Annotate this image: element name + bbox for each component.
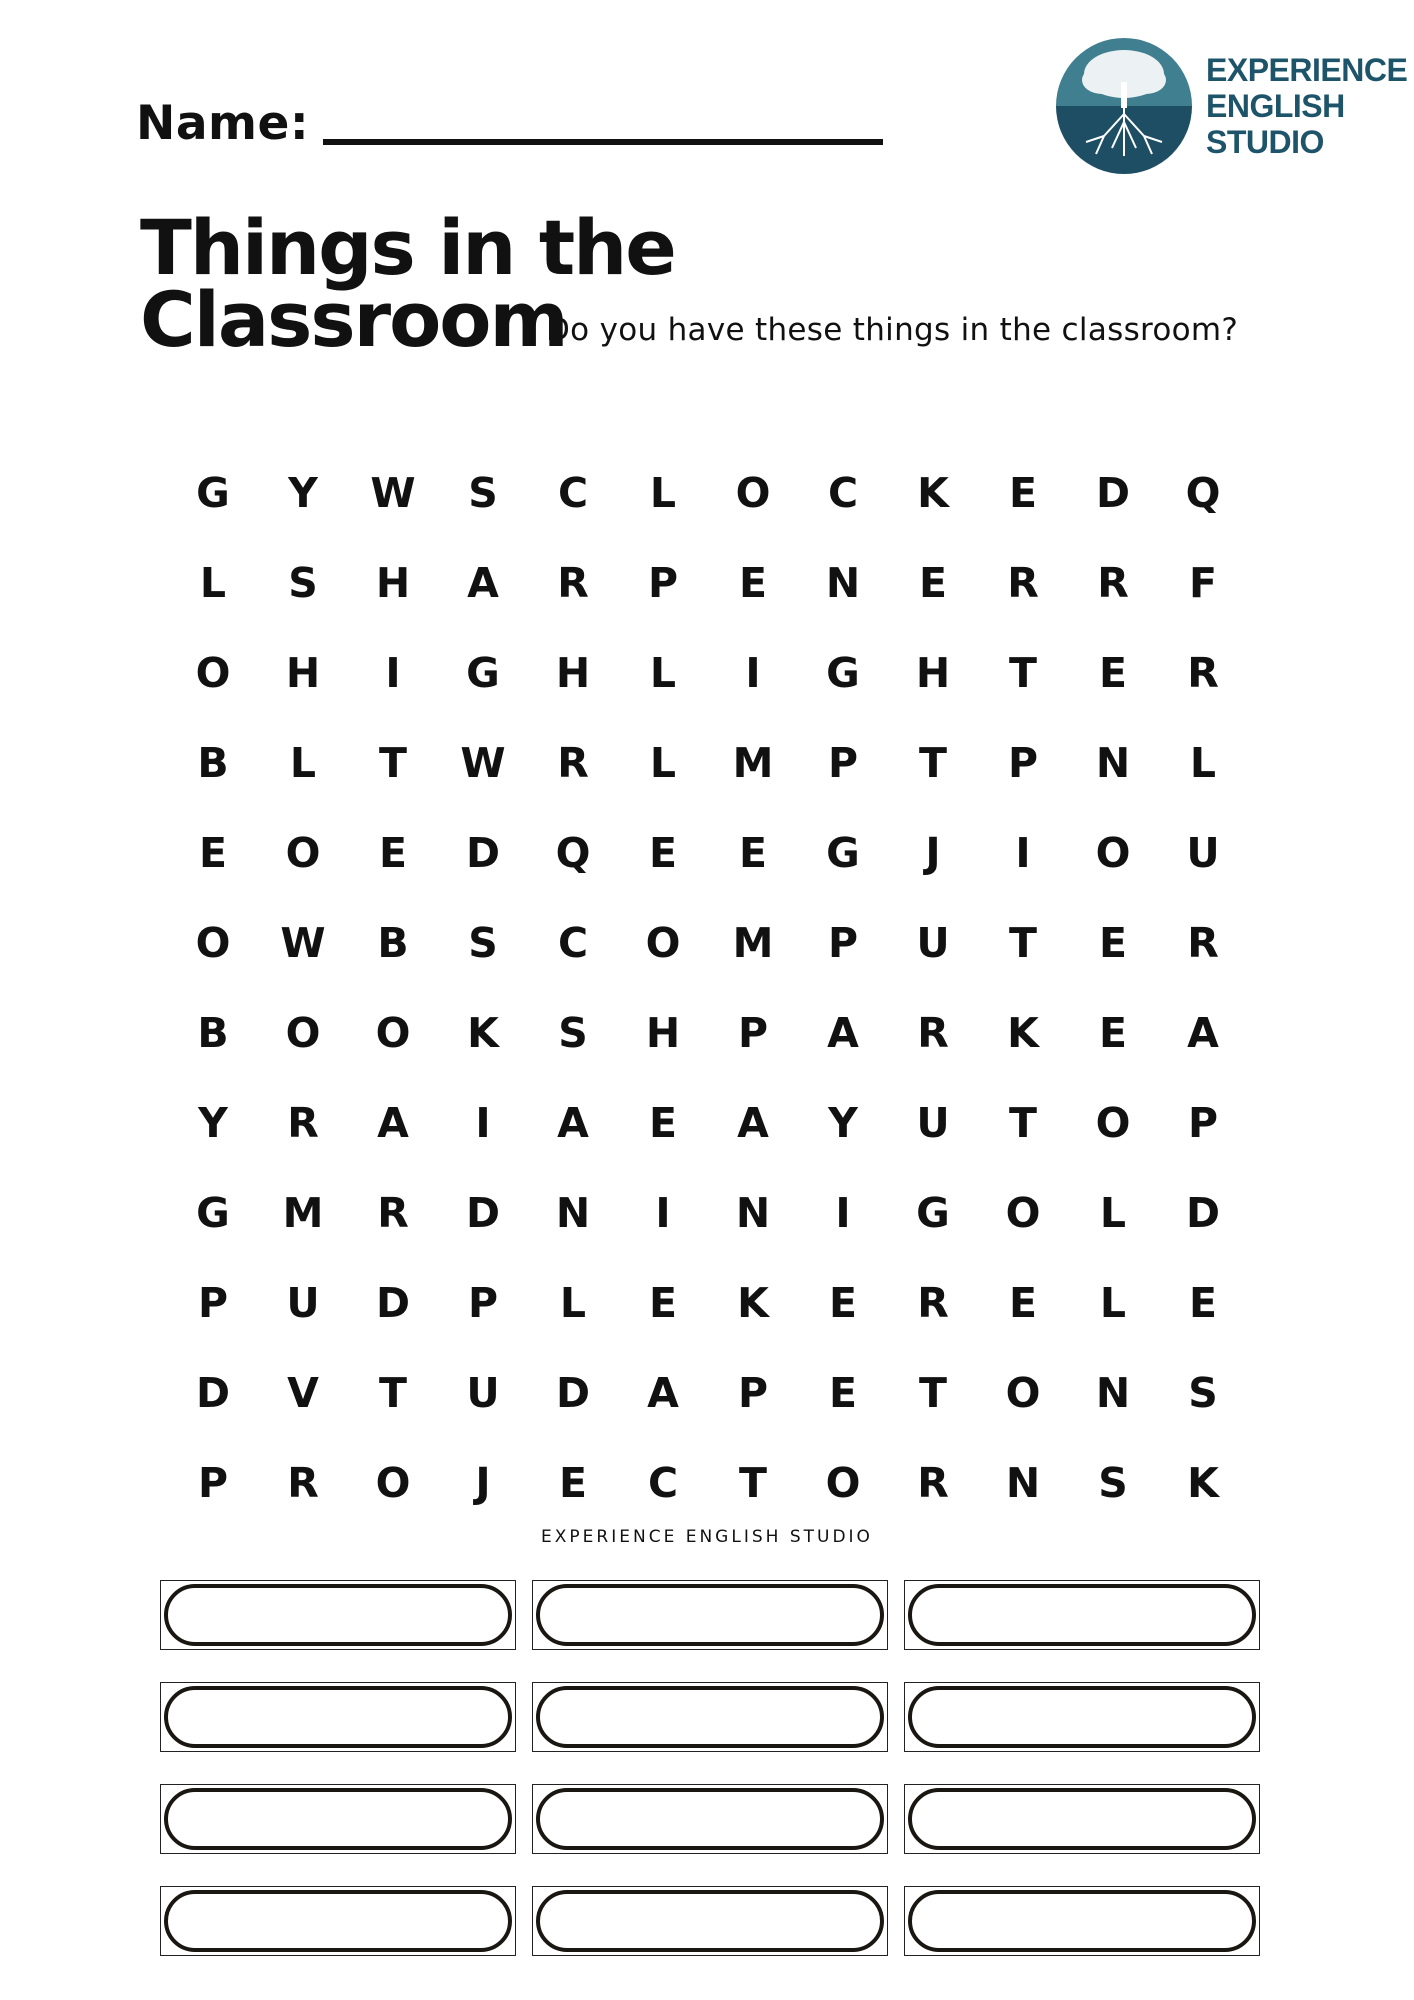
grid-letter[interactable]: G [826, 649, 860, 697]
grid-letter[interactable]: O [735, 469, 771, 517]
name-row [136, 96, 883, 151]
subtitle: Do you have these things in the classroom? [546, 312, 1239, 348]
grid-letter[interactable]: R [1187, 919, 1219, 967]
studio-logo [1056, 38, 1407, 174]
grid-letter[interactable]: T [1009, 649, 1037, 697]
grid-letter[interactable]: P [647, 559, 679, 607]
answer-pill-outline [164, 1584, 512, 1646]
grid-letter[interactable]: E [648, 829, 677, 877]
grid-letter[interactable]: E [1098, 649, 1127, 697]
answer-box[interactable] [160, 1682, 516, 1752]
grid-letter[interactable]: G [196, 1189, 230, 1237]
answer-pill-outline [536, 1686, 884, 1748]
grid-letter[interactable]: A [647, 1369, 679, 1417]
grid-letter[interactable]: E [738, 829, 767, 877]
grid-letter[interactable]: S [1098, 1459, 1128, 1507]
grid-letter[interactable]: E [648, 1099, 677, 1147]
grid-letter[interactable]: O [1095, 829, 1131, 877]
grid-letter[interactable]: P [1187, 1099, 1219, 1147]
grid-letter[interactable]: R [1097, 559, 1129, 607]
answer-box[interactable] [532, 1886, 888, 1956]
grid-letter[interactable]: B [197, 1009, 229, 1057]
grid-letter[interactable]: Y [198, 1099, 228, 1147]
grid-letter[interactable]: E [828, 1369, 857, 1417]
grid-letter[interactable]: R [1007, 559, 1039, 607]
answer-box[interactable] [904, 1886, 1260, 1956]
grid-letter[interactable]: S [468, 469, 498, 517]
grid-letter[interactable]: E [828, 1279, 857, 1327]
grid-letter[interactable]: C [647, 1459, 679, 1507]
grid-letter[interactable]: T [739, 1459, 767, 1507]
grid-letter[interactable]: P [467, 1279, 499, 1327]
footer-brand: EXPERIENCE ENGLISH STUDIO [541, 1527, 873, 1547]
title-line-2: Classroom [140, 275, 567, 364]
answer-box[interactable] [160, 1784, 516, 1854]
grid-letter[interactable]: K [467, 1009, 499, 1057]
grid-letter[interactable]: O [825, 1459, 861, 1507]
grid-letter[interactable]: N [735, 1189, 771, 1237]
grid-letter[interactable]: R [1187, 649, 1219, 697]
grid-letter[interactable]: N [1095, 739, 1131, 787]
grid-letter[interactable]: O [375, 1009, 411, 1057]
grid-letter[interactable]: H [555, 649, 591, 697]
grid-letter[interactable]: E [1098, 1009, 1127, 1057]
grid-letter[interactable]: P [827, 919, 859, 967]
grid-letter[interactable]: L [1099, 1189, 1127, 1237]
grid-letter[interactable]: J [475, 1459, 491, 1507]
grid-letter[interactable]: E [648, 1279, 677, 1327]
grid-letter[interactable]: B [197, 739, 229, 787]
grid-letter[interactable]: P [197, 1459, 229, 1507]
grid-letter[interactable]: I [745, 649, 761, 697]
grid-letter[interactable]: K [1007, 1009, 1039, 1057]
answer-pill-outline [164, 1686, 512, 1748]
grid-letter[interactable]: D [465, 1189, 501, 1237]
grid-letter[interactable]: Y [288, 469, 318, 517]
answer-pill-outline [908, 1890, 1256, 1952]
grid-letter[interactable]: T [379, 1369, 407, 1417]
answer-pill-outline [908, 1584, 1256, 1646]
grid-letter[interactable]: Q [555, 829, 591, 877]
grid-letter[interactable]: H [285, 649, 321, 697]
grid-letter[interactable]: E [198, 829, 227, 877]
grid-letter[interactable]: R [917, 1459, 949, 1507]
grid-letter[interactable]: O [195, 649, 231, 697]
answer-pill-outline [164, 1788, 512, 1850]
grid-letter[interactable]: R [287, 1459, 319, 1507]
logo-text [1206, 52, 1407, 160]
grid-letter[interactable]: T [379, 739, 407, 787]
grid-letter[interactable]: A [377, 1099, 409, 1147]
grid-letter[interactable]: I [385, 649, 401, 697]
grid-letter[interactable]: T [1009, 1099, 1037, 1147]
grid-letter[interactable]: T [919, 1369, 947, 1417]
grid-letter[interactable]: S [468, 919, 498, 967]
grid-letter[interactable]: I [1015, 829, 1031, 877]
grid-letter[interactable]: E [1008, 1279, 1037, 1327]
grid-letter[interactable]: R [557, 559, 589, 607]
grid-letter[interactable]: O [1005, 1369, 1041, 1417]
grid-letter[interactable]: E [738, 559, 767, 607]
grid-letter[interactable]: A [557, 1099, 589, 1147]
grid-letter[interactable]: D [1185, 1189, 1221, 1237]
grid-letter[interactable]: L [1099, 1279, 1127, 1327]
grid-letter[interactable]: N [1005, 1459, 1041, 1507]
word-search-grid [168, 448, 1248, 1528]
title-line-1: Things in the [140, 203, 675, 292]
answer-pill-outline [536, 1788, 884, 1850]
grid-letter[interactable]: L [649, 469, 677, 517]
grid-letter[interactable]: O [375, 1459, 411, 1507]
grid-letter[interactable]: L [649, 649, 677, 697]
grid-letter[interactable]: R [557, 739, 589, 787]
grid-letter[interactable]: P [197, 1279, 229, 1327]
logo-line-3: STUDIO [1206, 124, 1324, 160]
grid-letter[interactable]: H [915, 649, 951, 697]
grid-letter[interactable]: L [289, 739, 317, 787]
grid-letter[interactable]: O [1095, 1099, 1131, 1147]
grid-letter[interactable]: E [558, 1459, 587, 1507]
grid-letter[interactable]: H [375, 559, 411, 607]
grid-letter[interactable]: Y [828, 1099, 858, 1147]
grid-letter[interactable]: A [1187, 1009, 1219, 1057]
grid-letter[interactable]: L [559, 1279, 587, 1327]
answer-pill-outline [536, 1584, 884, 1646]
grid-letter[interactable]: P [737, 1009, 769, 1057]
grid-letter[interactable]: V [287, 1369, 319, 1417]
grid-letter[interactable]: C [557, 919, 589, 967]
answer-pill-outline [536, 1890, 884, 1952]
grid-letter[interactable]: N [1095, 1369, 1131, 1417]
answer-box[interactable] [904, 1784, 1260, 1854]
grid-letter[interactable]: A [737, 1099, 769, 1147]
grid-letter[interactable]: L [649, 739, 677, 787]
answer-boxes [160, 1580, 1260, 1956]
grid-letter[interactable]: O [285, 1009, 321, 1057]
answer-pill-outline [164, 1890, 512, 1952]
grid-letter[interactable]: A [467, 559, 499, 607]
grid-letter[interactable]: P [1007, 739, 1039, 787]
grid-letter[interactable]: E [1008, 469, 1037, 517]
answer-box[interactable] [904, 1580, 1260, 1650]
name-label: Name: [136, 96, 310, 151]
grid-letter[interactable]: S [1188, 1369, 1218, 1417]
name-write-line [323, 139, 883, 145]
logo-line-2: ENGLISH [1206, 88, 1345, 124]
grid-letter[interactable]: E [918, 559, 947, 607]
grid-letter[interactable]: I [655, 1189, 671, 1237]
grid-letter[interactable]: O [1005, 1189, 1041, 1237]
answer-box[interactable] [160, 1886, 516, 1956]
grid-letter[interactable]: W [370, 469, 416, 517]
grid-letter[interactable]: U [916, 1099, 950, 1147]
grid-letter[interactable]: U [286, 1279, 320, 1327]
grid-letter[interactable]: W [460, 739, 506, 787]
grid-letter[interactable]: I [835, 1189, 851, 1237]
grid-letter[interactable]: Q [1185, 469, 1221, 517]
grid-letter[interactable]: N [825, 559, 861, 607]
grid-letter[interactable]: T [1009, 919, 1037, 967]
grid-letter[interactable]: B [377, 919, 409, 967]
grid-letter[interactable]: S [558, 1009, 588, 1057]
grid-letter[interactable]: D [195, 1369, 231, 1417]
grid-letter[interactable]: E [1098, 919, 1127, 967]
grid-letter[interactable]: I [475, 1099, 491, 1147]
grid-letter[interactable]: D [1095, 469, 1131, 517]
grid-letter[interactable]: O [285, 829, 321, 877]
grid-letter[interactable]: G [466, 649, 500, 697]
answer-pill-outline [908, 1686, 1256, 1748]
grid-letter[interactable]: P [827, 739, 859, 787]
answer-pill-outline [908, 1788, 1256, 1850]
grid-letter[interactable]: D [375, 1279, 411, 1327]
grid-letter[interactable]: H [645, 1009, 681, 1057]
answer-box[interactable] [904, 1682, 1260, 1752]
grid-letter[interactable]: P [737, 1369, 769, 1417]
grid-letter[interactable]: U [916, 919, 950, 967]
grid-letter[interactable]: J [925, 829, 941, 877]
grid-letter[interactable]: R [377, 1189, 409, 1237]
grid-letter[interactable]: E [1188, 1279, 1217, 1327]
grid-letter[interactable]: W [280, 919, 326, 967]
grid-letter[interactable]: O [195, 919, 231, 967]
grid-letter[interactable]: G [916, 1189, 950, 1237]
grid-letter[interactable]: D [465, 829, 501, 877]
grid-letter[interactable]: M [732, 739, 774, 787]
grid-letter[interactable]: T [919, 739, 947, 787]
grid-letter[interactable]: U [1186, 829, 1220, 877]
grid-letter[interactable]: G [196, 469, 230, 517]
answer-box[interactable] [532, 1682, 888, 1752]
grid-letter[interactable]: L [1189, 739, 1217, 787]
grid-letter[interactable]: C [827, 469, 859, 517]
grid-letter[interactable]: S [288, 559, 318, 607]
grid-letter[interactable]: G [826, 829, 860, 877]
grid-letter[interactable]: M [732, 919, 774, 967]
grid-letter[interactable]: R [917, 1279, 949, 1327]
grid-letter[interactable]: R [287, 1099, 319, 1147]
grid-letter[interactable]: K [917, 469, 949, 517]
grid-letter[interactable]: E [378, 829, 407, 877]
answer-box[interactable] [532, 1580, 888, 1650]
grid-letter[interactable]: O [645, 919, 681, 967]
grid-letter[interactable]: M [282, 1189, 324, 1237]
grid-letter[interactable]: A [827, 1009, 859, 1057]
grid-letter[interactable]: L [199, 559, 227, 607]
grid-letter[interactable]: U [466, 1369, 500, 1417]
grid-letter[interactable]: K [1187, 1459, 1219, 1507]
grid-letter[interactable]: N [555, 1189, 591, 1237]
answer-box[interactable] [160, 1580, 516, 1650]
grid-letter[interactable]: C [557, 469, 589, 517]
tree-logo-icon [1056, 38, 1192, 174]
answer-box[interactable] [532, 1784, 888, 1854]
grid-letter[interactable]: R [917, 1009, 949, 1057]
logo-line-1: EXPERIENCE [1206, 52, 1408, 88]
grid-letter[interactable]: D [555, 1369, 591, 1417]
grid-letter[interactable]: K [737, 1279, 769, 1327]
grid-letter[interactable]: F [1188, 559, 1217, 607]
